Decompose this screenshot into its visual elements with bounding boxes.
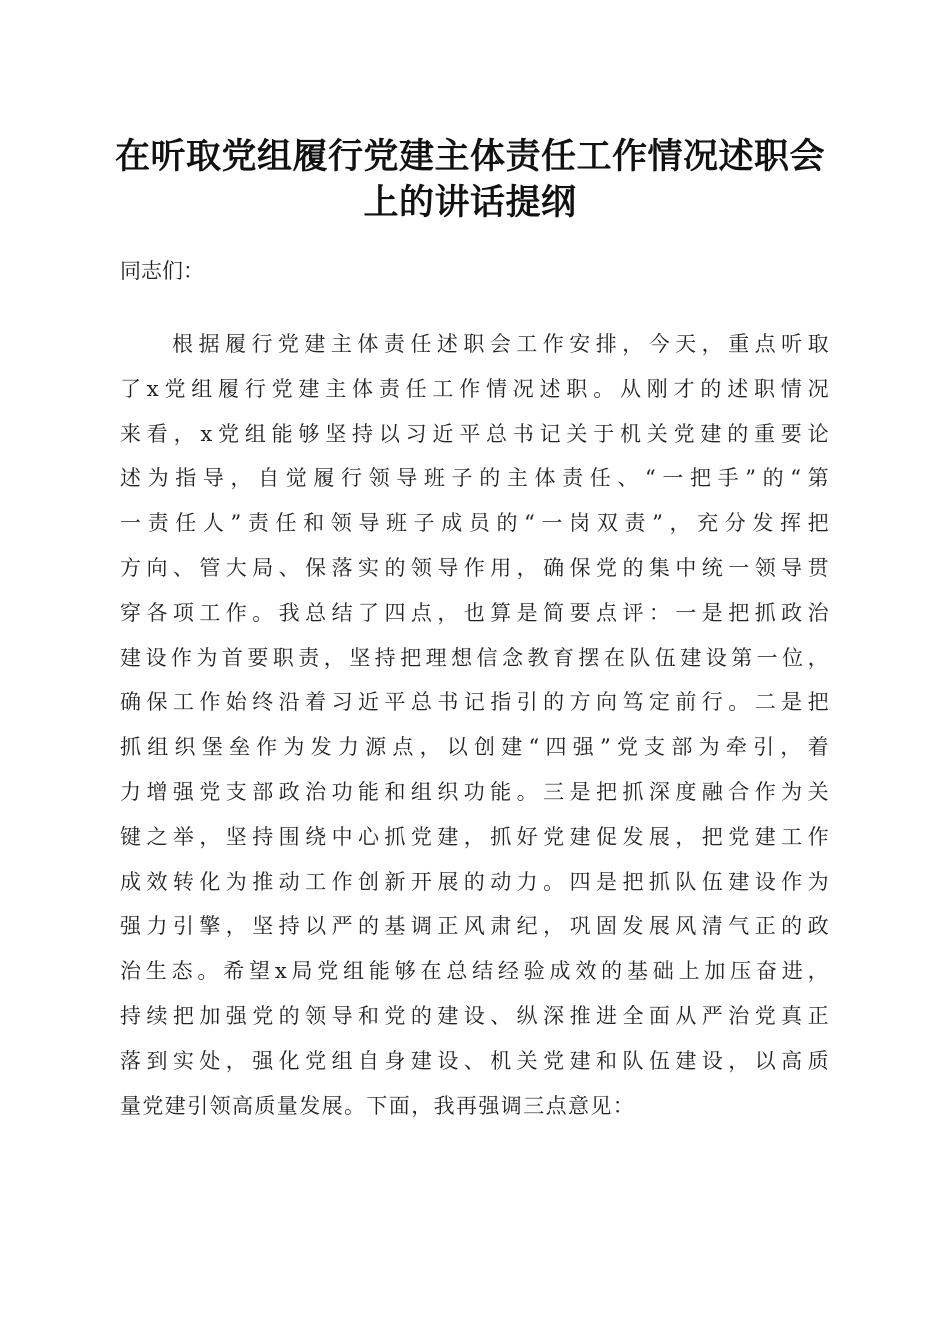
body-line: 确保工作始终沿着习近平总书记指引的方向笃定前行。二是把 [120,690,830,715]
salutation: 同志们： [120,259,204,283]
body-line: 键之举，坚持围绕中心抓党建，抓好党建促发展，把党建工作 [120,824,830,849]
body-line: 建设作为首要职责，坚持把理想信念教育摆在队伍建设第一位， [120,645,830,670]
title-line-2: 上的讲话提纲 [363,182,577,223]
body-paragraph [120,322,830,1128]
body-line: 一责任人”责任和领导班子成员的“一岗双责”，充分发挥把 [120,511,830,536]
body-line: 抓组织堡垒作为发力源点，以创建“四强”党支部为牵引，着 [120,735,830,760]
body-line: 持续把加强党的领导和党的建设、纵深推进全面从严治党真正 [120,1003,830,1028]
body-line: 来看，x党组能够坚持以习近平总书记关于机关党建的重要论 [120,421,830,446]
body-line: 强力引擎，坚持以严的基调正风肃纪，巩固发展风清气正的政 [120,914,830,939]
body-line: 根据履行党建主体责任述职会工作安排，今天，重点听取 [172,332,830,356]
document-title [100,134,840,226]
body-line: 量党建引领高质量发展。下面，我再强调三点意见： [120,1093,636,1118]
body-line: 落到实处，强化党组自身建设、机关党建和队伍建设，以高质 [120,1048,830,1073]
body-line: 方向、管大局、保落实的领导作用，确保党的集中统一领导贯 [120,555,830,580]
body-line: 穿各项工作。我总结了四点，也算是简要点评：一是把抓政治 [120,600,830,625]
body-line: 了x党组履行党建主体责任工作情况述职。从刚才的述职情况 [120,376,830,401]
body-line: 成效转化为推动工作创新开展的动力。四是把抓队伍建设作为 [120,869,830,894]
title-line-1: 在听取党组履行党建主体责任工作情况述职会 [114,136,825,177]
body-line: 力增强党支部政治功能和组织功能。三是把抓深度融合作为关 [120,779,830,804]
body-line: 述为指导，自觉履行领导班子的主体责任、“一把手”的“第 [120,466,830,491]
body-line: 治生态。希望x局党组能够在总结经验成效的基础上加压奋进， [120,959,830,984]
